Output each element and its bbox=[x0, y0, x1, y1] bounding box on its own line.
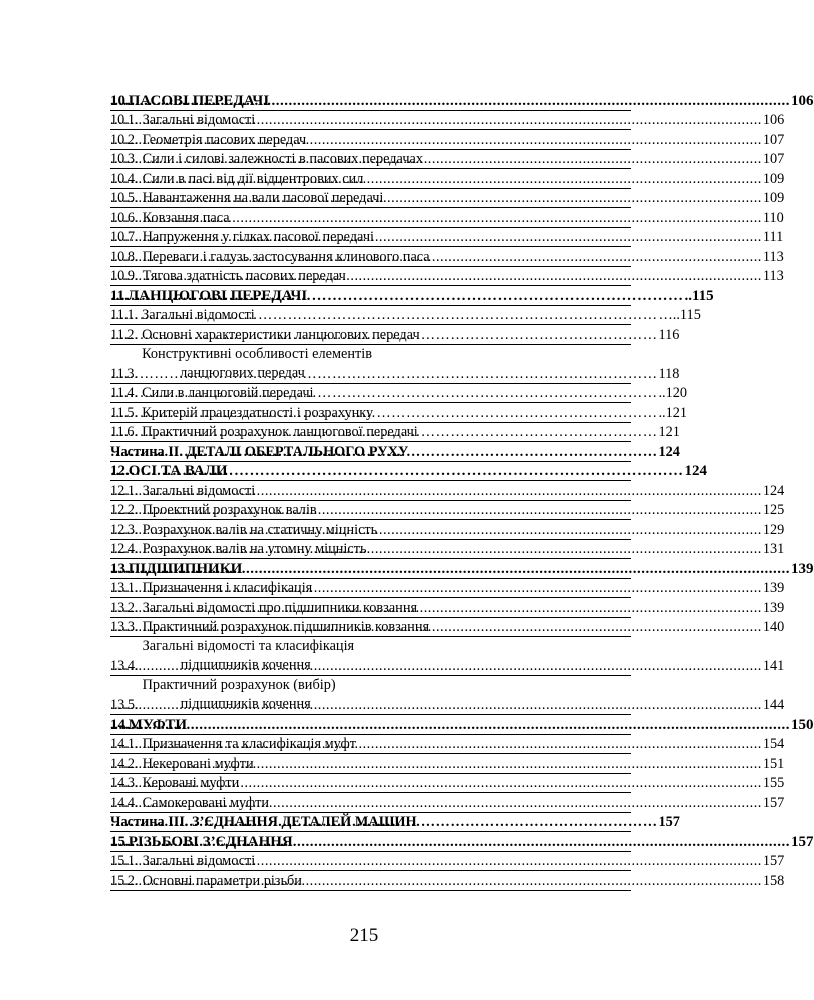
toc-entry-number: 10. bbox=[110, 92, 129, 109]
toc-entry bbox=[110, 111, 785, 131]
toc-entry bbox=[110, 423, 680, 443]
toc-entry bbox=[110, 325, 680, 345]
toc-entry bbox=[110, 715, 814, 735]
toc-entry bbox=[110, 637, 785, 676]
toc-entry-title: ПАСОВІ ПЕРЕДАЧІ bbox=[128, 92, 270, 109]
toc-entry-title: Основні параметри різьби bbox=[142, 872, 302, 889]
toc-entry-title: ЛАНЦЮГОВІ ПЕРЕДАЧІ bbox=[127, 287, 308, 304]
toc-entry-title: ПІДШИПНИКИ bbox=[128, 560, 243, 577]
toc-entry-title: Призначення і класифікація bbox=[142, 580, 313, 596]
toc-leader-dots bbox=[110, 482, 762, 500]
toc-entry bbox=[110, 189, 785, 209]
toc-leader-dots bbox=[110, 560, 790, 578]
toc-entry-number: 12. bbox=[110, 463, 129, 479]
toc-entry-title: РІЗЬБОВІ З’ЄДНАННЯ bbox=[128, 833, 293, 850]
toc-entry bbox=[110, 852, 785, 872]
toc-leader-dots bbox=[110, 384, 657, 402]
toc-entry bbox=[110, 247, 784, 267]
toc-leader-dots bbox=[110, 306, 657, 324]
toc-entry-title: Загальні відомості bbox=[142, 307, 255, 323]
toc-entry-title: Розрахунок валів на утомну міцність bbox=[142, 541, 367, 557]
toc-entry-page: 131 bbox=[762, 541, 785, 557]
toc-entry-page: 109 bbox=[762, 170, 785, 187]
toc-entry-page: 113 bbox=[762, 268, 784, 284]
toc-entry bbox=[110, 403, 688, 423]
toc-entry-number: 15.2. bbox=[110, 872, 139, 889]
toc-entry-number: 10.4. bbox=[110, 170, 139, 187]
toc-entry-page: 139 bbox=[762, 599, 785, 616]
toc-entry-page: 110 bbox=[762, 209, 784, 226]
toc-leader-dots bbox=[110, 443, 657, 461]
toc-entry-title: Ковзання паса bbox=[142, 209, 230, 226]
toc-leader-dots bbox=[110, 111, 762, 129]
toc-entry-page: 157 bbox=[762, 853, 785, 869]
toc-entry bbox=[110, 813, 680, 833]
toc-entry bbox=[110, 618, 785, 638]
toc-entry-page: 157 bbox=[658, 814, 680, 830]
toc-entry-title-line1: Практичний розрахунок (вибір) bbox=[142, 677, 336, 693]
toc-entry bbox=[110, 540, 785, 560]
toc-entry-number: 14.4. bbox=[110, 794, 139, 811]
toc-entry-page: 107 bbox=[762, 131, 785, 148]
toc-entry-number: 12.4. bbox=[110, 541, 139, 557]
toc-entry-page: 154 bbox=[762, 736, 785, 752]
toc-entry-number: 11.4. bbox=[110, 385, 139, 401]
toc-entry bbox=[110, 130, 785, 150]
toc-entry-number: 11. bbox=[110, 287, 128, 304]
toc-entry bbox=[110, 169, 785, 189]
toc-entry-title: Загальні відомості bbox=[142, 112, 256, 128]
toc-entry-page: 121 bbox=[658, 424, 680, 440]
toc-entry-title: Частина ІІ. ДЕТАЛІ ОБЕРТАЛЬНОГО РУХУ bbox=[110, 443, 409, 460]
toc-entry-page: 124 bbox=[658, 443, 680, 460]
toc-entry bbox=[110, 91, 814, 111]
toc-entry-page: 129 bbox=[762, 521, 785, 538]
toc-entry bbox=[110, 774, 785, 794]
toc-entry bbox=[110, 832, 814, 852]
table-of-contents bbox=[110, 91, 814, 891]
toc-entry-number: 11.6. bbox=[110, 424, 139, 440]
toc-leader-dots bbox=[110, 833, 790, 851]
toc-entry-title: МУФТИ bbox=[128, 716, 187, 733]
toc-entry-number: 11.5. bbox=[110, 404, 139, 421]
toc-entry bbox=[110, 228, 784, 248]
toc-entry bbox=[110, 345, 680, 384]
toc-leader-dots bbox=[110, 618, 762, 636]
toc-entry-title-line2: ланцюгових передач bbox=[180, 364, 305, 381]
toc-entry-title: Сили в пасі від дії відцентрових сил bbox=[142, 170, 364, 187]
toc-entry-title: Самокеровані муфти bbox=[142, 794, 270, 811]
toc-entry-title: Навантаження на вали пасової передачі bbox=[142, 190, 384, 206]
toc-entry bbox=[110, 384, 688, 404]
toc-entry-page: 141 bbox=[762, 658, 785, 674]
toc-entry-page: ..121 bbox=[658, 404, 688, 421]
toc-entry-page: 150 bbox=[791, 716, 814, 733]
toc-entry-number: 10.6. bbox=[110, 209, 139, 226]
toc-entry-number: 15.1. bbox=[110, 853, 139, 869]
toc-entry-title: Проектний розрахунок валів bbox=[142, 502, 317, 518]
toc-leader-dots bbox=[110, 540, 762, 558]
toc-leader-dots bbox=[110, 599, 762, 617]
toc-entry bbox=[110, 735, 785, 755]
toc-entry bbox=[110, 676, 785, 715]
toc-entry bbox=[110, 286, 714, 306]
toc-leader-dots bbox=[110, 404, 657, 422]
toc-leader-dots bbox=[110, 755, 762, 773]
toc-entry-title: Некеровані муфти bbox=[142, 755, 254, 772]
page-number: 215 bbox=[349, 925, 379, 946]
toc-entry-page: 109 bbox=[762, 190, 785, 206]
toc-entry-number: 11.3. bbox=[110, 365, 139, 382]
toc-entry-title: Сили і силові залежності в пасових передачах bbox=[142, 151, 424, 167]
toc-entry-number: 10.1. bbox=[110, 112, 139, 128]
toc-entry-page: 144 bbox=[762, 697, 785, 713]
toc-entry-number: 12.2. bbox=[110, 502, 139, 518]
toc-entry-number: 10.2. bbox=[110, 131, 139, 148]
toc-entry-number: 14.1. bbox=[110, 736, 139, 752]
toc-entry-title: Загальні відомості про підшипники ковзання bbox=[142, 599, 418, 616]
toc-leader-dots bbox=[110, 287, 684, 305]
toc-leader-dots bbox=[110, 365, 657, 383]
toc-entry-number: 10.8. bbox=[110, 248, 139, 265]
toc-entry-number: 12.1. bbox=[110, 482, 139, 499]
toc-entry-title: ОСІ ТА ВАЛИ bbox=[128, 463, 228, 479]
toc-entry-number: 12.3. bbox=[110, 521, 139, 538]
toc-leader-dots bbox=[110, 579, 762, 597]
toc-entry bbox=[110, 559, 814, 579]
toc-entry-number: 15. bbox=[110, 833, 129, 850]
toc-entry-title: Загальні відомості bbox=[142, 482, 256, 499]
toc-entry-page: 124 bbox=[684, 463, 707, 479]
toc-entry-title: Геометрія пасових передач bbox=[142, 131, 307, 148]
toc-leader-dots bbox=[110, 189, 762, 207]
toc-entry-title-line2: підшипників кочення bbox=[180, 657, 311, 673]
toc-entry-number: 14. bbox=[110, 716, 129, 733]
toc-entry-title-line1: Конструктивні особливості елементів bbox=[142, 345, 373, 362]
toc-entry-number: 10.7. bbox=[110, 229, 139, 245]
toc-entry-page: 125 bbox=[762, 502, 785, 518]
toc-leader-dots bbox=[110, 170, 762, 188]
toc-leader-dots bbox=[110, 872, 762, 890]
toc-entry-title: Розрахунок валів на статичну міцність bbox=[142, 521, 378, 538]
toc-entry-title: Критерій працездатності і розрахунку bbox=[142, 404, 374, 421]
toc-entry-page: ..120 bbox=[658, 385, 688, 401]
toc-entry-title: Сили в ланцюговій передачі bbox=[142, 385, 314, 401]
toc-entry-title: Практичний розрахунок ланцюгової передачі bbox=[142, 424, 418, 440]
toc-leader-dots bbox=[110, 657, 762, 675]
toc-leader-dots bbox=[110, 228, 762, 246]
toc-entry-page: 151 bbox=[762, 755, 785, 772]
toc-leader-dots bbox=[110, 209, 762, 227]
toc-entry-page: 140 bbox=[762, 619, 785, 635]
toc-entry-page: 158 bbox=[762, 872, 785, 889]
toc-leader-dots bbox=[110, 267, 762, 285]
toc-entry-title: Тягова здатність пасових передач bbox=[142, 268, 346, 284]
toc-leader-dots bbox=[110, 462, 684, 480]
toc-leader-dots bbox=[110, 150, 762, 168]
toc-entry bbox=[110, 208, 784, 228]
toc-entry-number: 13.4. bbox=[110, 658, 139, 674]
toc-leader-dots bbox=[110, 813, 657, 831]
toc-entry bbox=[110, 150, 785, 170]
toc-entry-number: 14.2. bbox=[110, 755, 139, 772]
toc-leader-dots bbox=[110, 794, 762, 812]
toc-entry-page: 113 bbox=[762, 248, 784, 265]
toc-leader-dots bbox=[110, 501, 762, 519]
toc-entry bbox=[110, 481, 785, 501]
toc-entry-number: 13.5. bbox=[110, 697, 139, 713]
toc-entry-title: Переваги і галузь застосування клинового паса bbox=[142, 248, 430, 265]
toc-entry bbox=[110, 501, 785, 521]
toc-entry-title: Частина ІІІ. З’ЄДНАННЯ ДЕТАЛЕЙ МАШИН bbox=[110, 814, 417, 830]
toc-entry-number: 10.3. bbox=[110, 151, 139, 167]
toc-entry bbox=[110, 579, 785, 599]
toc-entry-page: 116 bbox=[658, 326, 680, 343]
toc-entry bbox=[110, 871, 785, 891]
toc-leader-dots bbox=[110, 521, 762, 539]
toc-entry-page: …..115 bbox=[658, 307, 701, 323]
toc-entry-title: Загальні відомості bbox=[142, 853, 256, 869]
toc-entry-title: Керовані муфти bbox=[142, 775, 240, 791]
toc-entry-number: 13. bbox=[110, 560, 129, 577]
toc-leader-dots bbox=[110, 248, 762, 266]
toc-entry bbox=[110, 442, 680, 462]
toc-entry-number: 13.1. bbox=[110, 580, 139, 596]
toc-leader-dots bbox=[110, 131, 762, 149]
toc-entry-title: Основні характеристики ланцюгових передач bbox=[142, 326, 420, 343]
toc-leader-dots bbox=[110, 716, 790, 734]
toc-entry bbox=[110, 306, 701, 326]
toc-leader-dots bbox=[110, 423, 657, 441]
toc-entry-title: Напруження у гілках пасової передачі bbox=[142, 229, 374, 245]
toc-entry-title-line1: Загальні відомості та класифікація bbox=[142, 638, 355, 654]
toc-entry-number: 10.5. bbox=[110, 190, 139, 206]
toc-entry-page: 124 bbox=[762, 482, 785, 499]
toc-entry-number: 11.1. bbox=[110, 307, 139, 323]
toc-entry bbox=[110, 754, 785, 774]
toc-entry-number: 13.2. bbox=[110, 599, 139, 616]
toc-leader-dots bbox=[110, 696, 762, 714]
toc-leader-dots bbox=[110, 326, 657, 344]
toc-entry bbox=[110, 520, 785, 540]
toc-entry bbox=[110, 598, 785, 618]
toc-entry-page: 111 bbox=[762, 229, 784, 245]
toc-leader-dots bbox=[110, 92, 790, 110]
toc-entry-page: 118 bbox=[658, 365, 680, 382]
toc-entry-title: Призначення та класифікація муфт bbox=[142, 736, 356, 752]
toc-entry bbox=[110, 267, 784, 287]
toc-entry-title-line2: підшипників кочення bbox=[180, 696, 311, 712]
toc-entry-page: 157 bbox=[791, 833, 814, 850]
toc-entry-page: 106 bbox=[762, 112, 785, 128]
toc-leader-dots bbox=[110, 774, 762, 792]
toc-entry bbox=[110, 462, 707, 482]
toc-entry-page: 139 bbox=[762, 580, 785, 596]
toc-leader-dots bbox=[110, 852, 762, 870]
toc-entry-page: 139 bbox=[791, 560, 814, 577]
toc-entry-number: 11.2. bbox=[110, 326, 139, 343]
toc-entry bbox=[110, 793, 785, 813]
toc-entry-page: 106 bbox=[791, 92, 814, 109]
toc-leader-dots bbox=[110, 735, 762, 753]
toc-entry-number: 10.9. bbox=[110, 268, 139, 284]
toc-entry-page: 107 bbox=[762, 151, 785, 167]
toc-entry-page: ..115 bbox=[684, 287, 714, 304]
toc-entry-number: 14.3. bbox=[110, 775, 139, 791]
toc-entry-page: 155 bbox=[762, 775, 785, 791]
toc-entry-title: Практичний розрахунок підшипників ковзання bbox=[142, 619, 430, 635]
toc-entry-page: 157 bbox=[762, 794, 785, 811]
toc-entry-number: 13.3. bbox=[110, 619, 139, 635]
